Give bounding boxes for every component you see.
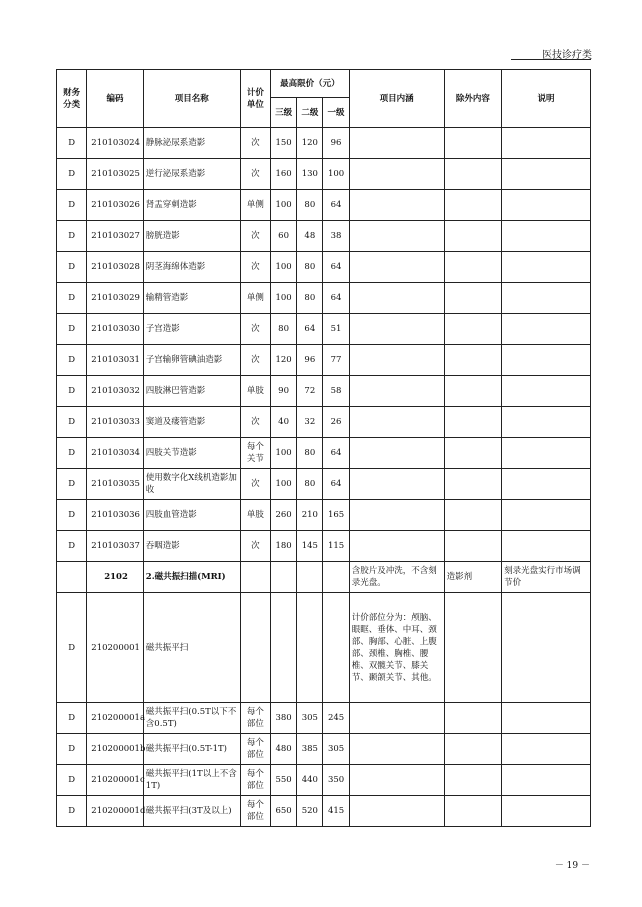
header-rule xyxy=(511,59,591,60)
note-cell xyxy=(502,221,591,252)
price-level1-cell: 350 xyxy=(323,765,349,796)
price-level2-cell: 440 xyxy=(297,765,323,796)
finance-class-cell: D xyxy=(57,796,87,827)
note-cell xyxy=(502,376,591,407)
note-cell xyxy=(502,314,591,345)
code-cell: 210103030 xyxy=(87,314,144,345)
code-cell: 2102 xyxy=(87,562,144,593)
price-level1-cell: 115 xyxy=(323,531,349,562)
price-level3-cell: 100 xyxy=(270,469,296,500)
header-max-price: 最高限价（元） xyxy=(270,70,349,98)
code-cell: 210200001c xyxy=(87,765,144,796)
price-level3-cell: 120 xyxy=(270,345,296,376)
price-level3-cell: 100 xyxy=(270,283,296,314)
excluded-cell xyxy=(444,438,502,469)
excluded-cell xyxy=(444,407,502,438)
price-level3-cell: 90 xyxy=(270,376,296,407)
unit-cell: 次 xyxy=(240,159,270,190)
price-level1-cell: 305 xyxy=(323,734,349,765)
unit-cell: 单肢 xyxy=(240,500,270,531)
content-cell xyxy=(349,734,444,765)
excluded-cell xyxy=(444,345,502,376)
finance-class-cell xyxy=(57,562,87,593)
content-cell xyxy=(349,500,444,531)
excluded-cell xyxy=(444,500,502,531)
price-level3-cell: 100 xyxy=(270,190,296,221)
table-row xyxy=(57,283,591,314)
excluded-cell xyxy=(444,252,502,283)
note-cell xyxy=(502,765,591,796)
note-cell xyxy=(502,283,591,314)
excluded-cell xyxy=(444,734,502,765)
excluded-cell xyxy=(444,190,502,221)
price-level1-cell: 64 xyxy=(323,438,349,469)
table-row xyxy=(57,765,591,796)
excluded-cell xyxy=(444,283,502,314)
price-table xyxy=(56,69,591,827)
unit-cell: 单侧 xyxy=(240,283,270,314)
code-cell: 210103024 xyxy=(87,128,144,159)
price-level2-cell: 520 xyxy=(297,796,323,827)
price-level3-cell: 80 xyxy=(270,314,296,345)
table-row xyxy=(57,345,591,376)
name-cell: 子宫造影 xyxy=(143,314,240,345)
content-cell xyxy=(349,469,444,500)
content-cell: 含胶片及冲洗，不含刻录光盘。 xyxy=(349,562,444,593)
code-cell: 210103035 xyxy=(87,469,144,500)
excluded-cell xyxy=(444,796,502,827)
finance-class-cell: D xyxy=(57,438,87,469)
code-cell: 210200001b xyxy=(87,734,144,765)
price-level2-cell: 72 xyxy=(297,376,323,407)
note-cell xyxy=(502,734,591,765)
price-level3-cell: 260 xyxy=(270,500,296,531)
note-cell xyxy=(502,531,591,562)
price-level1-cell xyxy=(323,593,349,703)
price-level1-cell: 64 xyxy=(323,252,349,283)
header-level1: 一级 xyxy=(323,98,349,128)
price-level3-cell: 180 xyxy=(270,531,296,562)
price-level3-cell: 100 xyxy=(270,252,296,283)
price-level3-cell xyxy=(270,593,296,703)
price-level3-cell: 60 xyxy=(270,221,296,252)
note-cell xyxy=(502,593,591,703)
finance-class-cell: D xyxy=(57,469,87,500)
finance-class-cell: D xyxy=(57,407,87,438)
unit-cell xyxy=(240,593,270,703)
excluded-cell xyxy=(444,593,502,703)
page-category-header: 医技诊疗类 xyxy=(542,50,592,61)
table-row xyxy=(57,438,591,469)
excluded-cell: 造影剂 xyxy=(444,562,502,593)
price-level3-cell: 650 xyxy=(270,796,296,827)
price-level1-cell: 51 xyxy=(323,314,349,345)
content-cell xyxy=(349,190,444,221)
price-level1-cell: 64 xyxy=(323,283,349,314)
name-cell: 磁共振平扫(0.5T以下不含0.5T) xyxy=(143,703,240,734)
name-cell: 输精管造影 xyxy=(143,283,240,314)
note-cell xyxy=(502,190,591,221)
content-cell xyxy=(349,376,444,407)
name-cell: 四肢关节造影 xyxy=(143,438,240,469)
note-cell xyxy=(502,128,591,159)
content-cell xyxy=(349,796,444,827)
unit-cell: 次 xyxy=(240,345,270,376)
code-cell: 210200001 xyxy=(87,593,144,703)
unit-cell: 每个关节 xyxy=(240,438,270,469)
note-cell xyxy=(502,345,591,376)
excluded-cell xyxy=(444,531,502,562)
excluded-cell xyxy=(444,221,502,252)
name-cell: 使用数字化X线机造影加收 xyxy=(143,469,240,500)
price-level3-cell: 480 xyxy=(270,734,296,765)
price-level2-cell: 48 xyxy=(297,221,323,252)
code-cell: 210103027 xyxy=(87,221,144,252)
code-cell: 210200001a xyxy=(87,703,144,734)
price-level3-cell: 550 xyxy=(270,765,296,796)
price-level2-cell: 80 xyxy=(297,438,323,469)
header-code: 编码 xyxy=(87,70,144,128)
price-level1-cell: 165 xyxy=(323,500,349,531)
price-level2-cell: 145 xyxy=(297,531,323,562)
note-cell xyxy=(502,159,591,190)
unit-cell: 次 xyxy=(240,221,270,252)
finance-class-cell: D xyxy=(57,252,87,283)
name-cell: 磁共振平扫(1T以上不含1T) xyxy=(143,765,240,796)
table-row xyxy=(57,593,591,703)
note-cell xyxy=(502,469,591,500)
content-cell xyxy=(349,252,444,283)
price-level2-cell: 130 xyxy=(297,159,323,190)
price-level1-cell: 415 xyxy=(323,796,349,827)
name-cell: 磁共振平扫(0.5T-1T) xyxy=(143,734,240,765)
code-cell: 210103031 xyxy=(87,345,144,376)
excluded-cell xyxy=(444,469,502,500)
unit-cell xyxy=(240,562,270,593)
note-cell xyxy=(502,500,591,531)
name-cell: 逆行泌尿系造影 xyxy=(143,159,240,190)
price-level2-cell: 80 xyxy=(297,190,323,221)
name-cell: 肾盂穿刺造影 xyxy=(143,190,240,221)
finance-class-cell: D xyxy=(57,531,87,562)
code-cell: 210103025 xyxy=(87,159,144,190)
header-excluded: 除外内容 xyxy=(444,70,502,128)
price-level2-cell xyxy=(297,593,323,703)
price-level2-cell: 32 xyxy=(297,407,323,438)
finance-class-cell: D xyxy=(57,314,87,345)
table-row xyxy=(57,469,591,500)
price-level1-cell: 58 xyxy=(323,376,349,407)
content-cell xyxy=(349,345,444,376)
finance-class-cell: D xyxy=(57,765,87,796)
header-content: 项目内涵 xyxy=(349,70,444,128)
content-cell xyxy=(349,407,444,438)
price-level1-cell: 245 xyxy=(323,703,349,734)
code-cell: 210200001d xyxy=(87,796,144,827)
content-cell xyxy=(349,221,444,252)
unit-cell: 每个部位 xyxy=(240,734,270,765)
code-cell: 210103037 xyxy=(87,531,144,562)
price-level1-cell: 38 xyxy=(323,221,349,252)
content-cell xyxy=(349,128,444,159)
finance-class-cell: D xyxy=(57,593,87,703)
header-note: 说明 xyxy=(502,70,591,128)
unit-cell: 次 xyxy=(240,469,270,500)
header-level2: 二级 xyxy=(297,98,323,128)
name-cell: 2.磁共振扫描(MRI) xyxy=(143,562,240,593)
price-level2-cell: 120 xyxy=(297,128,323,159)
finance-class-cell: D xyxy=(57,128,87,159)
table-row xyxy=(57,796,591,827)
finance-class-cell: D xyxy=(57,159,87,190)
price-level3-cell: 40 xyxy=(270,407,296,438)
price-level2-cell: 80 xyxy=(297,469,323,500)
content-cell: 计价部位分为：颅脑、眼眶、垂体、中耳、颈部、胸部、心脏、上腹部、颈椎、胸椎、腰椎、双髋关节、膝关节、颞颌关节、其他。 xyxy=(349,593,444,703)
price-level2-cell: 80 xyxy=(297,252,323,283)
name-cell: 四肢血管造影 xyxy=(143,500,240,531)
table-row xyxy=(57,159,591,190)
code-cell: 210103032 xyxy=(87,376,144,407)
price-level2-cell: 210 xyxy=(297,500,323,531)
header-name: 项目名称 xyxy=(143,70,240,128)
unit-cell: 每个部位 xyxy=(240,796,270,827)
excluded-cell xyxy=(444,703,502,734)
price-level3-cell: 160 xyxy=(270,159,296,190)
unit-cell: 次 xyxy=(240,128,270,159)
finance-class-cell: D xyxy=(57,283,87,314)
table-row xyxy=(57,376,591,407)
name-cell: 静脉泌尿系造影 xyxy=(143,128,240,159)
price-level2-cell xyxy=(297,562,323,593)
content-cell xyxy=(349,159,444,190)
content-cell xyxy=(349,438,444,469)
name-cell: 阴茎海绵体造影 xyxy=(143,252,240,283)
header-finance-class: 财务分类 xyxy=(57,70,87,128)
table-row xyxy=(57,252,591,283)
unit-cell: 每个部位 xyxy=(240,703,270,734)
price-level1-cell: 64 xyxy=(323,469,349,500)
excluded-cell xyxy=(444,376,502,407)
content-cell xyxy=(349,283,444,314)
note-cell: 刻录光盘实行市场调节价 xyxy=(502,562,591,593)
price-level1-cell: 26 xyxy=(323,407,349,438)
code-cell: 210103029 xyxy=(87,283,144,314)
table-row xyxy=(57,221,591,252)
price-level1-cell: 77 xyxy=(323,345,349,376)
code-cell: 210103033 xyxy=(87,407,144,438)
code-cell: 210103036 xyxy=(87,500,144,531)
table-body xyxy=(57,128,591,827)
name-cell: 四肢淋巴管造影 xyxy=(143,376,240,407)
finance-class-cell: D xyxy=(57,500,87,531)
price-level2-cell: 305 xyxy=(297,703,323,734)
content-cell xyxy=(349,765,444,796)
name-cell: 子宫输卵管碘油造影 xyxy=(143,345,240,376)
code-cell: 210103034 xyxy=(87,438,144,469)
unit-cell: 单肢 xyxy=(240,376,270,407)
price-level3-cell: 150 xyxy=(270,128,296,159)
table-row xyxy=(57,314,591,345)
table-row xyxy=(57,562,591,593)
header-level3: 三级 xyxy=(270,98,296,128)
unit-cell: 次 xyxy=(240,531,270,562)
code-cell: 210103026 xyxy=(87,190,144,221)
note-cell xyxy=(502,796,591,827)
excluded-cell xyxy=(444,765,502,796)
content-cell xyxy=(349,314,444,345)
price-level2-cell: 64 xyxy=(297,314,323,345)
name-cell: 膀胱造影 xyxy=(143,221,240,252)
name-cell: 磁共振平扫(3T及以上) xyxy=(143,796,240,827)
unit-cell: 次 xyxy=(240,252,270,283)
price-level1-cell: 64 xyxy=(323,190,349,221)
unit-cell: 次 xyxy=(240,314,270,345)
note-cell xyxy=(502,438,591,469)
finance-class-cell: D xyxy=(57,734,87,765)
finance-class-cell: D xyxy=(57,345,87,376)
price-level1-cell: 96 xyxy=(323,128,349,159)
price-level2-cell: 80 xyxy=(297,283,323,314)
price-level3-cell xyxy=(270,562,296,593)
code-cell: 210103028 xyxy=(87,252,144,283)
finance-class-cell: D xyxy=(57,703,87,734)
table-row xyxy=(57,128,591,159)
unit-cell: 单侧 xyxy=(240,190,270,221)
excluded-cell xyxy=(444,314,502,345)
price-level3-cell: 100 xyxy=(270,438,296,469)
price-level2-cell: 385 xyxy=(297,734,323,765)
price-level3-cell: 380 xyxy=(270,703,296,734)
table-row xyxy=(57,703,591,734)
price-level1-cell xyxy=(323,562,349,593)
unit-cell: 次 xyxy=(240,407,270,438)
finance-class-cell: D xyxy=(57,221,87,252)
unit-cell: 每个部位 xyxy=(240,765,270,796)
content-cell xyxy=(349,703,444,734)
price-level1-cell: 100 xyxy=(323,159,349,190)
finance-class-cell: D xyxy=(57,376,87,407)
note-cell xyxy=(502,407,591,438)
table-row xyxy=(57,734,591,765)
note-cell xyxy=(502,252,591,283)
page-number: － 19 － xyxy=(554,861,590,871)
excluded-cell xyxy=(444,128,502,159)
name-cell: 吞咽造影 xyxy=(143,531,240,562)
header-unit: 计价单位 xyxy=(240,70,270,128)
name-cell: 窦道及瘘管造影 xyxy=(143,407,240,438)
table-row xyxy=(57,190,591,221)
name-cell: 磁共振平扫 xyxy=(143,593,240,703)
table-row xyxy=(57,407,591,438)
note-cell xyxy=(502,703,591,734)
content-cell xyxy=(349,531,444,562)
table-row xyxy=(57,531,591,562)
price-level2-cell: 96 xyxy=(297,345,323,376)
excluded-cell xyxy=(444,159,502,190)
table-row xyxy=(57,500,591,531)
finance-class-cell: D xyxy=(57,190,87,221)
